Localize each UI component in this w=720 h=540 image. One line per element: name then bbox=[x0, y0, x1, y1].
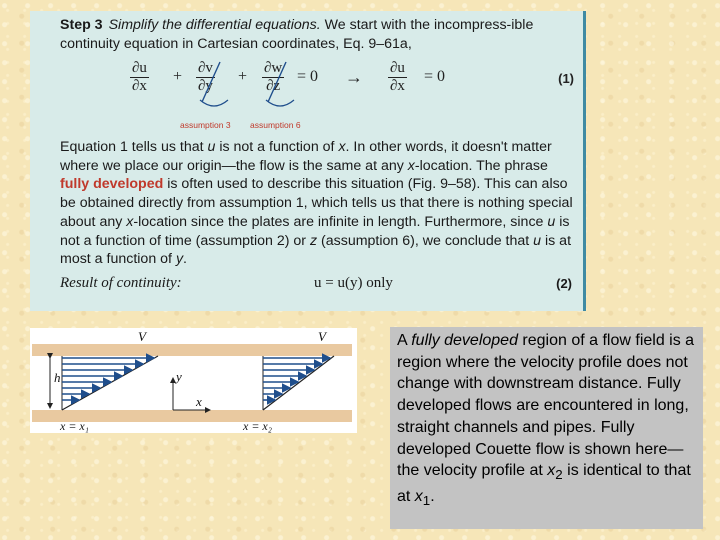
couette-flow-figure bbox=[30, 328, 357, 433]
term-dv-dy: $\frac{\partial v}{\partial y}$ bbox=[198, 60, 213, 94]
step-description: Simplify the differential equations. bbox=[108, 17, 321, 33]
step-label: Step 3 bbox=[60, 17, 103, 33]
step-intro bbox=[60, 16, 574, 54]
assumption-label-6: assumption 6 bbox=[250, 120, 301, 130]
textbook-excerpt bbox=[30, 11, 586, 311]
result-line bbox=[60, 275, 574, 297]
highlight-term: fully developed bbox=[60, 176, 164, 193]
y-axis-label: y bbox=[176, 369, 182, 384]
term-du-dx: $\frac{\partial u}{\partial x}$ bbox=[132, 60, 147, 94]
assumption-label-3: assumption 3 bbox=[180, 120, 231, 130]
station-label-1: x = x₁ bbox=[60, 419, 89, 433]
equation-number-2: (2) bbox=[556, 275, 572, 291]
step-intro-text: We start with the incompress-ible continuity equation in Cartesian coordinates, Eq. 9–61a, bbox=[60, 17, 534, 52]
result-relation: u = u(y) only bbox=[314, 274, 393, 291]
panel-edge bbox=[583, 11, 586, 311]
continuity-equation: $\frac{\partial u}{\partial x}$ + $\frac{\partial v}{\partial y}$ assumption 3 + $\frac{\partial w}{\partial z}$ assumption 6 = 0 → $\frac{\partial u}{\partial x}$ = 0 (1) bbox=[60, 54, 574, 136]
implies-arrow: → bbox=[345, 67, 363, 87]
equation-number-1: (1) bbox=[558, 71, 574, 86]
cancel-strike-1 bbox=[194, 56, 234, 108]
top-plate bbox=[32, 344, 352, 356]
velocity-label-left: V bbox=[138, 329, 146, 344]
explanation-paragraph: Equation 1 tells us that u is not a function of x. In other words, it doesn't matter where we place our origin—the flow is the same at any x-location. The phrase fully developed is often used to describe this situation (Fig. 9–58). This can also be obtained directly from assumption 1, which tells us that there is nothing special about any x-location since the plates are infinite in length. Furthermore, since u is not a function of time (assumption 2) or z (assumption 6), we conclude that u is at most a function of y. bbox=[60, 139, 573, 268]
result-du-dx: $\frac{\partial u}{\partial x}$ bbox=[390, 60, 405, 94]
term-dw-dz: $\frac{\partial w}{\partial z}$ bbox=[264, 60, 283, 94]
station-label-2: x = x₂ bbox=[243, 419, 272, 433]
velocity-profile-2 bbox=[263, 356, 334, 410]
height-label: h bbox=[54, 370, 61, 385]
cancel-strike-2 bbox=[260, 56, 300, 108]
velocity-label-right: V bbox=[318, 329, 326, 344]
velocity-profile-1 bbox=[62, 356, 158, 410]
x-axis-label: x bbox=[196, 394, 202, 409]
couette-flow-diagram bbox=[30, 328, 357, 433]
figure-caption: A fully developed region of a flow field is a region where the velocity profile does not change with downstream distance. Fully developed flows are encountered in long, straight channels and pipes. Fully developed Couette flow is shown here—the velocity profile at $x_2$ is identical to that at $x_1$. bbox=[390, 327, 703, 529]
result-label: Result of continuity: bbox=[60, 274, 182, 291]
